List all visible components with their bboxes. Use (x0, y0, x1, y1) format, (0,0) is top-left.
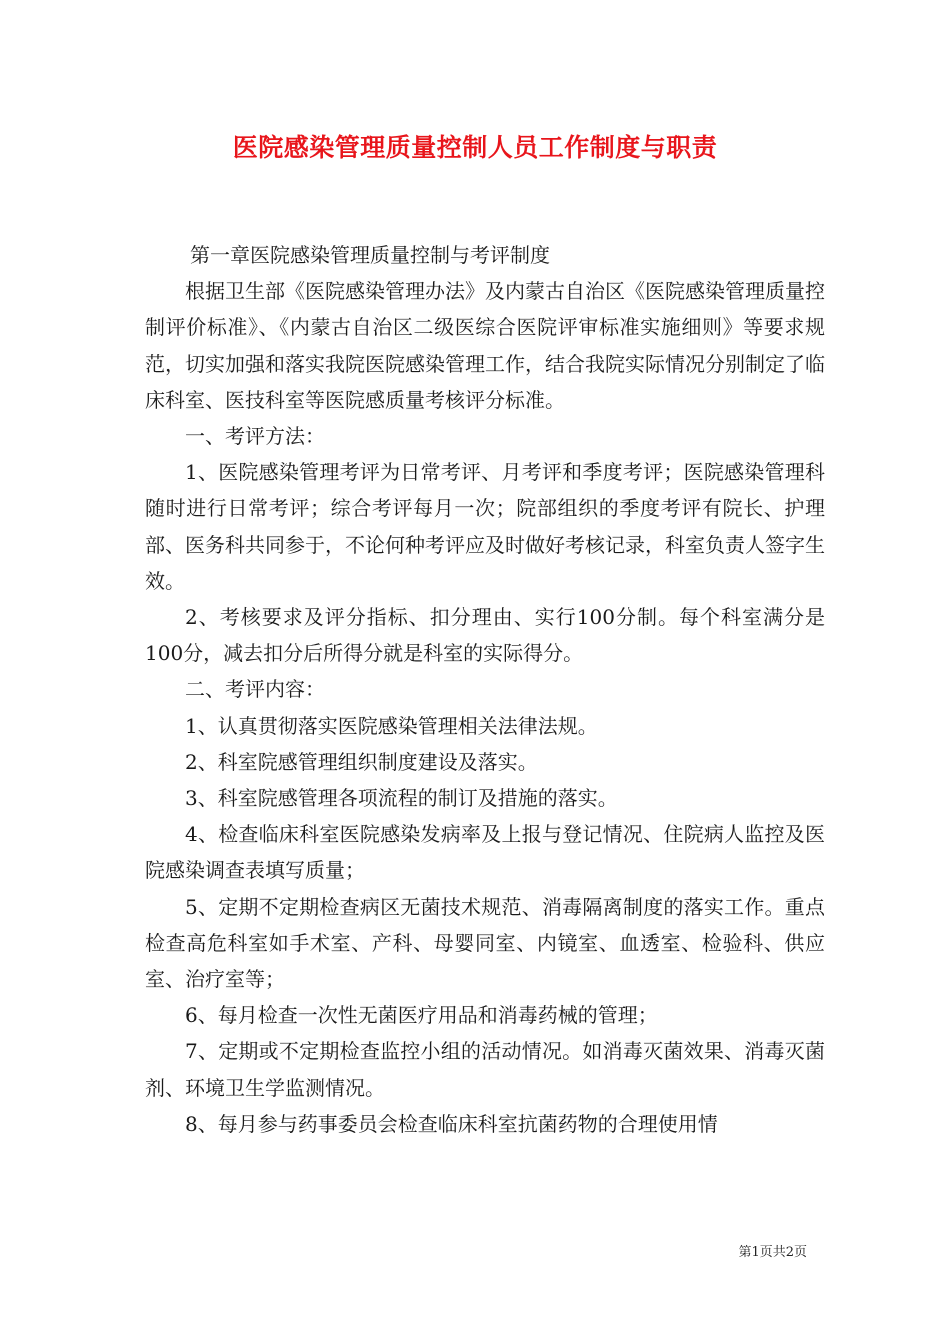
content-item-4: 4、检查临床科室医院感染发病率及上报与登记情况、住院病人监控及医院感染调查表填写质量； (145, 822, 825, 883)
document-body (145, 237, 825, 1142)
content-item-6: 6、每月检查一次性无菌医疗用品和消毒药械的管理； (185, 1003, 658, 1028)
content-item-3: 3、科室院感管理各项流程的制订及措施的落实。 (185, 786, 618, 811)
section-heading-methods: 一、考评方法： (185, 424, 325, 449)
method-item-1: 1、医院感染管理考评为日常考评、月考评和季度考评；医院感染管理科随时进行日常考评；综合考评每月一次；院部组织的季度考评有院长、护理部、医务科共同参于，不论何种考评应及时做好考核记录，科室负责人签字生效。 (145, 460, 825, 593)
section-heading-content: 二、考评内容： (185, 677, 325, 702)
content-item-7: 7、定期或不定期检查监控小组的活动情况。如消毒灭菌效果、消毒灭菌剂、环境卫生学监测情况。 (145, 1039, 825, 1100)
content-item-1: 1、认真贯彻落实医院感染管理相关法律法规。 (185, 713, 598, 738)
content-item-8: 8、每月参与药事委员会检查临床科室抗菌药物的合理使用情 (185, 1111, 718, 1136)
intro-paragraph: 根据卫生部《医院感染管理办法》及内蒙古自治区《医院感染管理质量控制评价标准》、《内蒙古自治区二级医综合医院评审标准实施细则》等要求规范，切实加强和落实我院医院感染管理工作，结合我院实际情况分别制定了临床科室、医技科室等医院感质量考核评分标准。 (145, 279, 825, 412)
page-number-footer: 第1页共2页 (738, 1245, 807, 1260)
chapter-heading: 第一章医院感染管理质量控制与考评制度 (190, 243, 550, 267)
document-title: 医院感染管理质量控制人员工作制度与职责 (232, 133, 718, 162)
content-item-2: 2、科室院感管理组织制度建设及落实。 (185, 749, 538, 774)
content-item-5: 5、定期不定期检查病区无菌技术规范、消毒隔离制度的落实工作。重点检查高危科室如手术室、产科、母婴同室、内镜室、血透室、检验科、供应室、治疗室等； (145, 894, 825, 992)
method-item-2: 2、考核要求及评分指标、扣分理由、实行100分制。每个科室满分是100分，减去扣分后所得分就是科室的实际得分。 (145, 605, 825, 666)
